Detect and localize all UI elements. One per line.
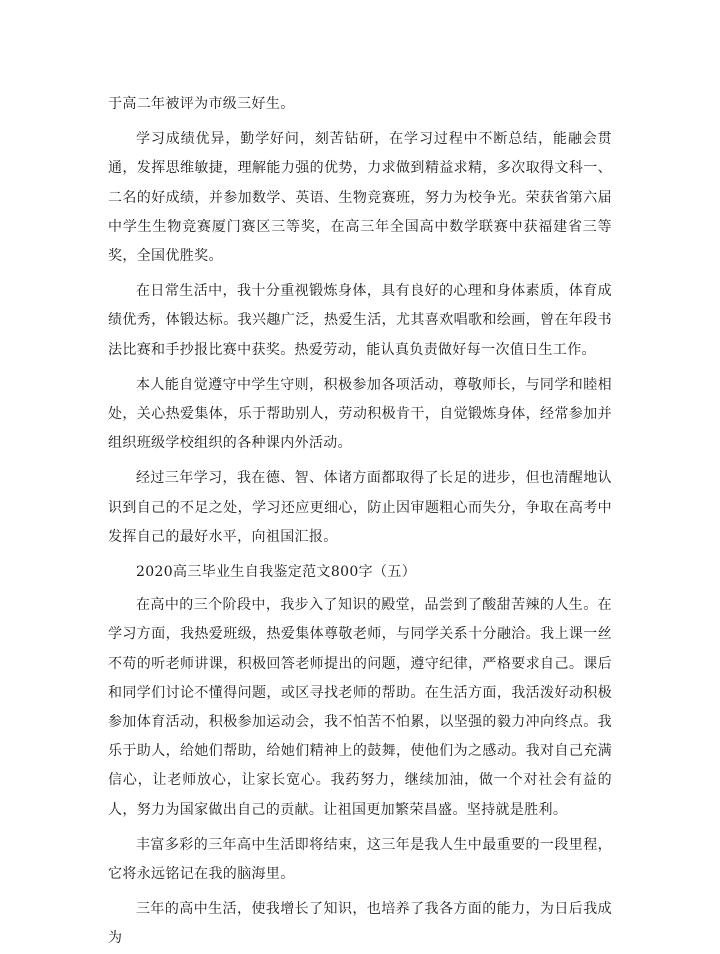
paragraph-growth: 三年的高中生活，使我增长了知识，也培养了我各方面的能力，为日后我成为: [108, 901, 612, 947]
paragraph-continuation: 于高二年被评为市级三好生。: [108, 96, 295, 112]
paragraph-ending: 丰富多彩的三年高中生活即将结束，这三年是我人生中最重要的一段里程，它将永远铭记在我的脑海里。: [108, 836, 612, 883]
section-heading: 2020高三毕业生自我鉴定范文800字（五）: [136, 564, 417, 581]
paragraph-academics: 学习成绩优异，勤学好问，刻苦钻研，在学习过程中不断总结，能融会贯通，发挥思维敏捷，理解能力强的优势，力求做到精益求精，多次取得文科一、二名的好成绩，并参加数学、英语、生物竞赛班，努力为校争光。荣获省第六届中学生生物竞赛厦门赛区三等奖，在高三年全国高中数学联赛中获福建省三等奖，全国优胜奖。: [108, 131, 612, 265]
paragraph-summary: 经过三年学习，我在德、智、体诸方面都取得了长足的进步，但也清醒地认识到自己的不足之处，学习还应更细心，防止因审题粗心而失分，争取在高考中发挥自己的最好水平，向祖国汇报。: [108, 470, 612, 545]
paragraph-daily-life: 在日常生活中，我十分重视锻炼身体，具有良好的心理和身体素质，体育成绩优秀，体锻达标。我兴趣广泛，热爱生活，尤其喜欢唱歌和绘画，曾在年段书法比赛和手抄报比赛中获奖。热爱劳动，能认真负责做好每一次值日生工作。: [108, 283, 612, 358]
paragraph-three-stages: 在高中的三个阶段中，我步入了知识的殿堂，品尝到了酸甜苦辣的人生。在学习方面，我热爱班级，热爱集体尊敬老师，与同学关系十分融洽。我上课一丝不苟的听老师讲课，积极回答老师提出的问题，遵守纪律，严格要求自己。课后和同学们讨论不懂得问题，或区寻找老师的帮助。在生活方面，我活泼好动积极参加体育活动，积极参加运动会，我不怕苦不怕累，以坚强的毅力冲向终点。我乐于助人，给她们帮助，给她们精神上的鼓舞，使他们为之感动。我对自己充满信心，让老师放心，让家长宽心。我药努力，继续加油，做一个对社会有益的人，努力为国家做出自己的贡献。让祖国更加繁荣昌盛。坚持就是胜利。: [108, 597, 612, 818]
paragraph-conduct: 本人能自觉遵守中学生守则，积极参加各项活动，尊敬师长，与同学和睦相处，关心热爱集体，乐于帮助别人，劳动积极肯干，自觉锻炼身体，经常参加并组织班级学校组织的各种课内外活动。: [108, 376, 612, 452]
